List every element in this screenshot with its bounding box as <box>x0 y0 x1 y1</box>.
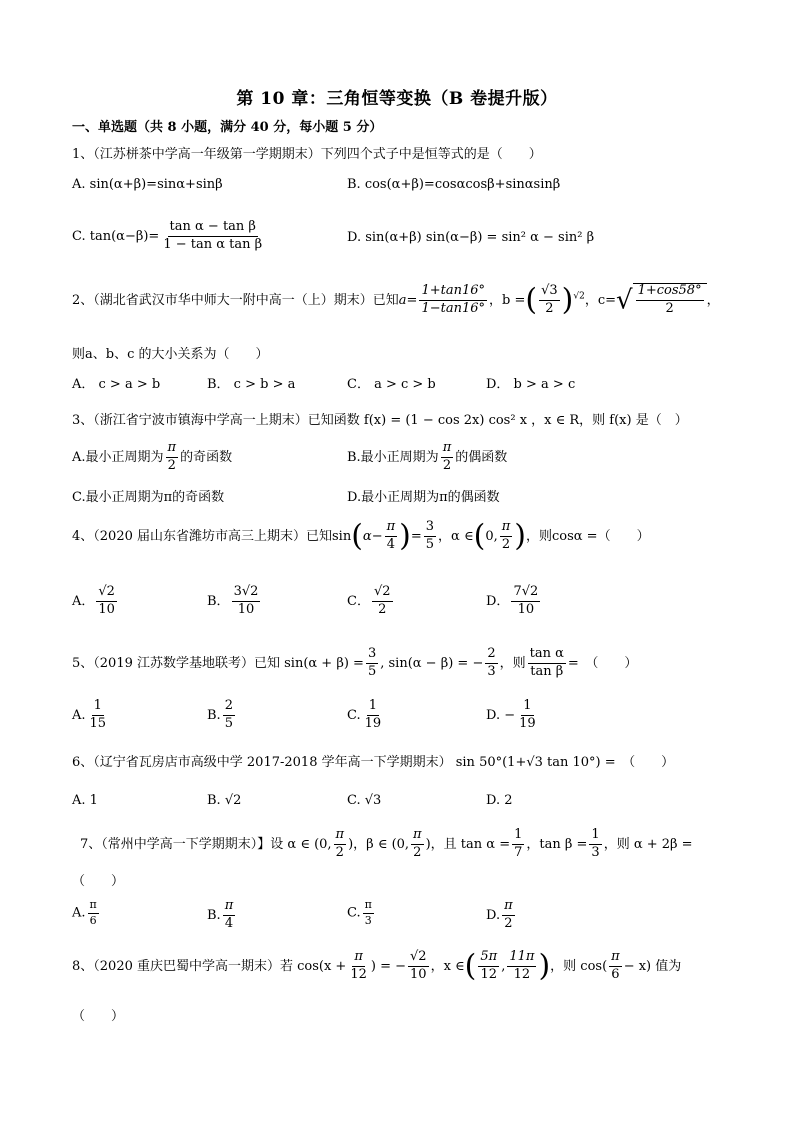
question-8-line2: （ ） <box>72 1009 125 1024</box>
question-4-option-b: B． $\frac{3√2}{10}$ <box>207 584 259 617</box>
option-c-fraction: $\frac{\text{tan α − tan β}}{\text{1 − tan α tan β}}$ <box>163 219 263 252</box>
question-6-option-c: C. √3 <box>347 793 382 808</box>
question-7-stem: 7、（常州中学高一下学期期末）】设 α ∈ (0, $\frac{\pi}{2}$ )，β ∈ (0, $\frac{\pi}{2}$ )，且 tan α = $\frac{1}{7}$ ，tan β = $\frac{1}{3}$ ，则 α + 2β = <box>80 827 693 860</box>
question-2-option-d: D． b > a > c <box>486 377 576 392</box>
question-5-option-a: A. $\frac{1}{15}$ <box>72 698 107 731</box>
question-4-stem: 4、（2020 届山东省潍坊市高三上期末）已知sin(α− $\frac{\pi}{4}$ )= $\frac{3}{5}$ ，α ∈(0, $\frac{\pi}{2}$ )，则cosα =（ ） <box>72 518 650 554</box>
question-5-stem: 5、（2019 江苏数学基地联考）已知 sin(α + β) = $\frac{3}{5}$ , sin(α − β) = − $\frac{2}{3}$ ，则 $\frac{\text{tan α}}{\text{tan β}}$ = （ ） <box>72 646 638 679</box>
q2-c-radical: $\frac{1+\cos 58^\circ}{2}$ <box>633 283 707 317</box>
question-1-stem: 1、（江苏栟茶中学高一年级第一学期期末）下列四个式子中是恒等式的是（ ） <box>72 147 542 162</box>
question-1-option-b: B. cos(α+β)=cosαcosβ+sinαsinβ <box>347 177 561 192</box>
question-6-stem: 6、（辽宁省瓦房店市高级中学 2017-2018 学年高一下学期期末） sin 50°(1+√3 tan 10°) = （ ） <box>72 755 675 770</box>
question-3-option-a: A.最小正周期为 $\frac{\pi}{2}$ 的奇函数 <box>72 440 233 473</box>
question-7-option-c: C. $\frac{\pi}{3}$ <box>347 898 372 927</box>
question-4-option-a: A． $\frac{√2}{10}$ <box>72 584 115 617</box>
question-7-option-b: B. $\frac{\pi}{4}$ <box>207 898 234 931</box>
question-1-option-d: D. sin(α+β) sin(α−β) = sin² α − sin² β <box>347 230 595 245</box>
question-5-option-c: C. $\frac{1}{19}$ <box>347 698 382 731</box>
option-c-prefix: C. tan(α−β)= <box>72 228 160 244</box>
question-8-stem: 8、（2020 重庆巴蜀中学高一期末）若 cos(x + $\frac{\pi}{12}$ ) = − $\frac{√2}{10}$ ，x ∈( $\frac{5\pi}{12}$ , $\frac{11\pi}{12}$ )，则 cos( $\frac{\pi}{6}$ − x) 值为 <box>72 948 682 984</box>
question-3-option-d: D.最小正周期为π的偶函数 <box>347 490 500 505</box>
question-3-option-b: B.最小正周期为 $\frac{\pi}{2}$ 的偶函数 <box>347 440 508 473</box>
section-heading: 一、单选题（共 8 小题，满分 40 分，每小题 5 分） <box>72 120 383 135</box>
question-2-line2: 则a、b、c 的大小关系为（ ） <box>72 347 269 362</box>
question-3-option-c: C.最小正周期为π的奇函数 <box>72 490 225 505</box>
question-7-line2: （ ） <box>72 874 125 889</box>
question-2-option-b: B． c > b > a <box>207 377 296 392</box>
question-1-option-c <box>72 220 266 253</box>
q2-b-fraction: $\frac{√3}{2}$ <box>541 283 558 316</box>
question-5-option-b: B. $\frac{2}{5}$ <box>207 698 233 731</box>
question-3-stem: 3、（浙江省宁波市镇海中学高一上期末）已知函数 f(x) = (1 − cos 2x) cos² x ，x ∈ R，则 f(x) 是（ ） <box>72 413 688 428</box>
q2-a-fraction: $\frac{1+\tan 16^\circ}{1-\tan 16^\circ}$ <box>421 283 485 316</box>
question-2-option-a: A． c > a > b <box>72 377 161 392</box>
question-7-option-a: A. $\frac{\pi}{6}$ <box>72 898 97 927</box>
question-6-option-a: A. 1 <box>72 793 98 808</box>
question-1-option-a: A. sin(α+β)=sinα+sinβ <box>72 177 223 192</box>
question-7-option-d: D. $\frac{\pi}{2}$ <box>486 898 513 931</box>
question-5-option-d: D. − $\frac{1}{19}$ <box>486 698 536 731</box>
page-title: 第 10 章：三角恒等变换（B 卷提升版） <box>236 89 558 109</box>
question-6-option-d: D. 2 <box>486 793 513 808</box>
question-4-option-c: C． $\frac{√2}{2}$ <box>347 584 391 617</box>
question-4-option-d: D． $\frac{7√2}{10}$ <box>486 584 539 617</box>
question-2-stem: 2、（湖北省武汉市华中师大一附中高一（上）期末）已知a= $\frac{1+\tan 16^\circ}{1-\tan 16^\circ}$ ，b =( $\frac{√3}{2}$ )$^{√2}$，c=√ $\frac{1+\cos 58^\circ}{2}$ ， <box>72 282 720 318</box>
question-2-option-c: C． a > c > b <box>347 377 436 392</box>
question-6-option-b: B. √2 <box>207 793 242 808</box>
